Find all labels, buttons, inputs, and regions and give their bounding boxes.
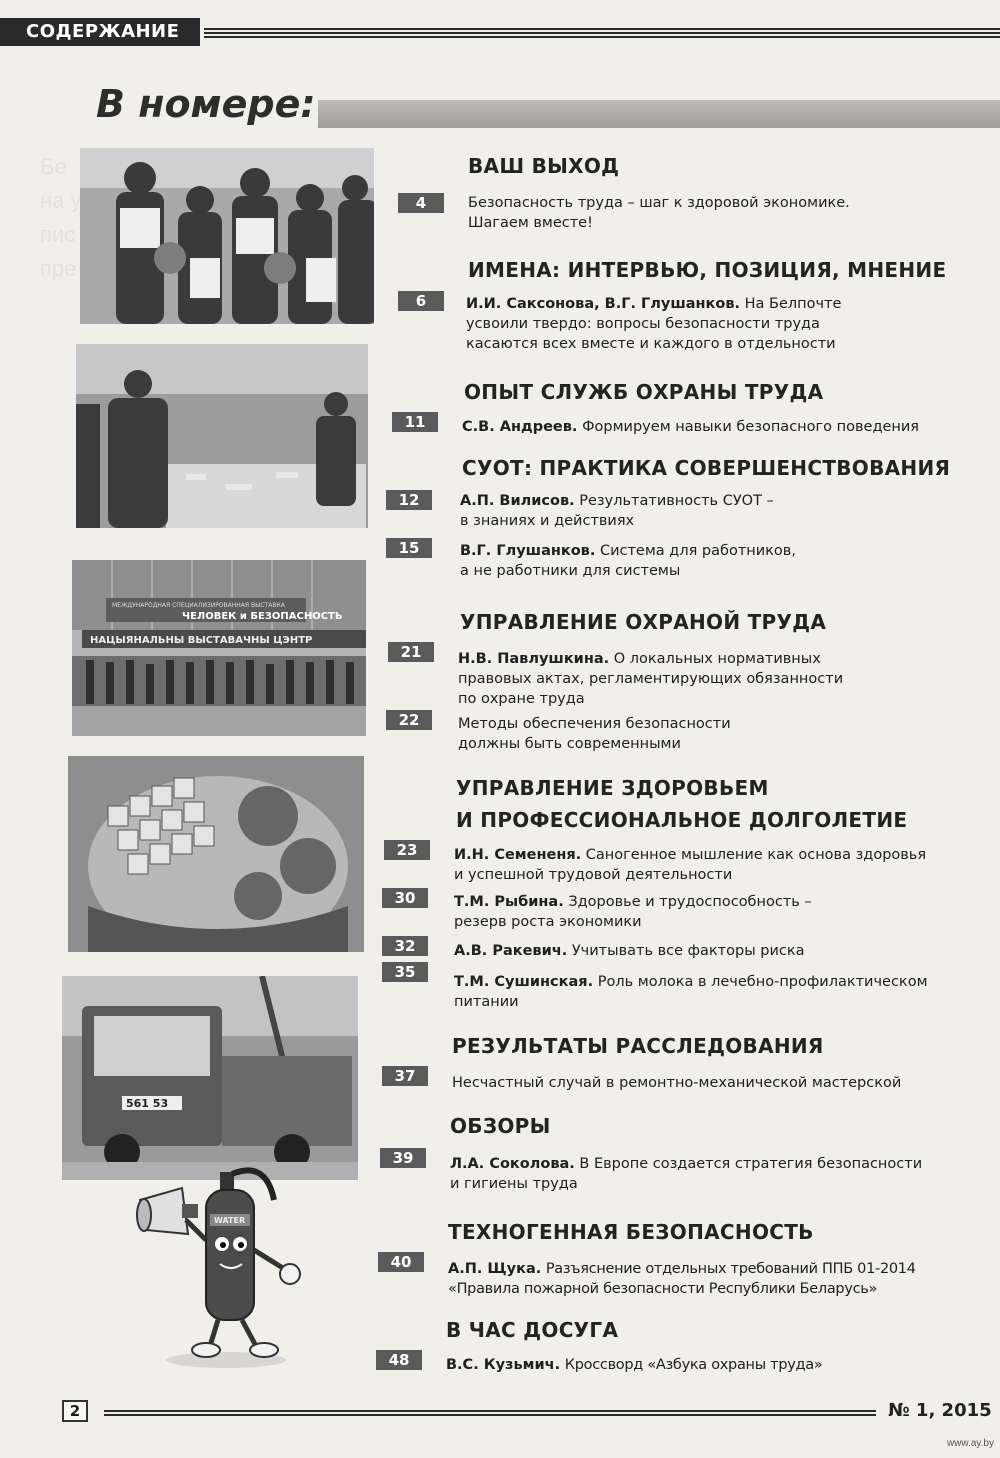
toc-entry[interactable] — [462, 417, 919, 437]
section-title-suot: СУОТ: ПРАКТИКА СОВЕРШЕНСТВОВАНИЯ — [462, 456, 951, 480]
entry-line: питании — [454, 994, 519, 1010]
top-rule — [204, 28, 1000, 40]
watermark: www.ay.by — [946, 1438, 994, 1449]
page-number[interactable]: 22 — [386, 710, 432, 730]
page-number[interactable]: 35 — [382, 962, 428, 982]
toc-entry[interactable] — [460, 491, 774, 531]
toc-entry[interactable] — [454, 941, 805, 961]
entry-author: Н.В. Павлушкина. — [458, 651, 610, 667]
toc-entry[interactable] — [458, 649, 843, 709]
page-number[interactable]: 39 — [380, 1148, 426, 1168]
footer-page-number: 2 — [62, 1400, 88, 1422]
entry-line: правовых актах, регламентирующих обязанности — [458, 671, 844, 687]
page-number[interactable]: 6 — [398, 291, 444, 311]
entry-line: На Белпочте — [744, 296, 842, 312]
entry-author: Т.М. Рыбина. — [454, 894, 564, 910]
entry-line: в знаниях и действиях — [460, 513, 635, 529]
page-number[interactable]: 32 — [382, 936, 428, 956]
entry-author: Л.А. Соколова. — [450, 1156, 575, 1172]
toc-entry[interactable] — [466, 294, 841, 354]
entry-line: Шагаем вместе! — [468, 215, 593, 231]
entry-author: В.С. Кузьмич. — [446, 1357, 561, 1373]
entry-line: О локальных нормативных — [613, 651, 821, 667]
footer-rule — [104, 1410, 876, 1418]
entry-line: Кроссворд «Азбука охраны труда» — [564, 1357, 823, 1373]
entry-author: И.Н. Семененя. — [454, 847, 582, 863]
issue-number: № 1, 2015 — [888, 1400, 992, 1421]
truck-plate: 561 53 — [126, 1097, 169, 1110]
entry-line: усвоили твердо: вопросы безопасности труда — [466, 316, 820, 332]
entry-author: А.В. Ракевич. — [454, 943, 568, 959]
page-number[interactable]: 11 — [392, 412, 438, 432]
page-number[interactable]: 21 — [388, 642, 434, 662]
section-title-vash-vykhod: ВАШ ВЫХОД — [468, 154, 620, 178]
section-title-v-chas-dosuga: В ЧАС ДОСУГА — [446, 1318, 619, 1342]
extinguisher-label: WATER — [214, 1216, 246, 1225]
photo-workshop — [76, 344, 368, 528]
section-title-opyt: ОПЫТ СЛУЖБ ОХРАНЫ ТРУДА — [464, 380, 824, 404]
entry-line: и успешной трудовой деятельности — [454, 867, 733, 883]
page-number[interactable]: 30 — [382, 888, 428, 908]
entry-line: резерв роста экономики — [454, 914, 642, 930]
toc-entry[interactable] — [468, 193, 850, 233]
page-number[interactable]: 23 — [384, 840, 430, 860]
toc-entry[interactable] — [452, 1073, 901, 1093]
entry-line: должны быть современными — [458, 736, 681, 752]
entry-line: Безопасность труда – шаг к здоровой экономике. — [468, 195, 850, 211]
sign-line-2: ЧЕЛОВЕК и БЕЗОПАСНОСТЬ — [182, 611, 343, 622]
entry-line: Здоровье и трудоспособность – — [568, 894, 812, 910]
photo-exhibition-center — [72, 560, 366, 736]
photo-fire-truck — [62, 976, 358, 1180]
page-number[interactable]: 12 — [386, 490, 432, 510]
toc-entry[interactable] — [454, 892, 812, 932]
entry-line: Роль молока в лечебно-профилактическом — [597, 974, 928, 990]
headline-band — [318, 100, 1000, 128]
section-title-tekhnogennaya: ТЕХНОГЕННАЯ БЕЗОПАСНОСТЬ — [448, 1220, 814, 1244]
page-number[interactable]: 15 — [386, 538, 432, 558]
page-headline: В номере: — [96, 82, 316, 126]
sign-line-1: МЕЖДУНАРОДНАЯ СПЕЦИАЛИЗИРОВАННАЯ ВЫСТАВКА — [112, 602, 285, 609]
entry-line: Формируем навыки безопасного поведения — [582, 419, 920, 435]
entry-author: Т.М. Сушинская. — [454, 974, 594, 990]
section-title-imena: ИМЕНА: ИНТЕРВЬЮ, ПОЗИЦИЯ, МНЕНИЕ — [468, 258, 947, 282]
photo-award-ceremony — [80, 148, 374, 324]
entry-line: Разъяснение отдельных требований ППБ 01-2014 — [545, 1261, 916, 1277]
section-title-upravlenie-zdorovem-line2: И ПРОФЕССИОНАЛЬНОЕ ДОЛГОЛЕТИЕ — [456, 808, 908, 832]
entry-line: Саногенное мышление как основа здоровья — [585, 847, 927, 863]
entry-line: Система для работников, — [599, 543, 796, 559]
entry-author: В.Г. Глушанков. — [460, 543, 596, 559]
sign-line-3: НАЦЫЯНАЛЬНЫ ВЫСТАВАЧНЫ ЦЭНТР — [90, 635, 313, 646]
entry-line: по охране труда — [458, 691, 585, 707]
mascot-extinguisher-illustration — [136, 1160, 306, 1370]
entry-line: Результативность СУОТ – — [579, 493, 774, 509]
toc-entry[interactable] — [454, 845, 926, 885]
entry-author: А.П. Щука. — [448, 1261, 542, 1277]
entry-author: С.В. Андреев. — [462, 419, 578, 435]
toc-entry[interactable] — [458, 714, 731, 754]
entry-line: а не работники для системы — [460, 563, 681, 579]
section-tab: СОДЕРЖАНИЕ — [0, 18, 200, 46]
entry-line: и гигиены труда — [450, 1176, 578, 1192]
toc-entry[interactable] — [446, 1355, 822, 1375]
entry-author: И.И. Саксонова, В.Г. Глушанков. — [466, 296, 741, 312]
entry-line: «Правила пожарной безопасности Республики Беларусь» — [448, 1281, 878, 1297]
entry-author: А.П. Вилисов. — [460, 493, 575, 509]
entry-line: Учитывать все факторы риска — [571, 943, 805, 959]
toc-entry[interactable] — [454, 972, 928, 1012]
toc-entry[interactable] — [450, 1154, 922, 1194]
entry-line: В Европе создается стратегия безопасности — [579, 1156, 923, 1172]
photo-brain-illustration — [68, 756, 364, 952]
entry-line: касаются всех вместе и каждого в отдельности — [466, 336, 836, 352]
toc-entry[interactable] — [448, 1259, 916, 1299]
section-title-rezultaty: РЕЗУЛЬТАТЫ РАССЛЕДОВАНИЯ — [452, 1034, 824, 1058]
page-number[interactable]: 37 — [382, 1066, 428, 1086]
entry-line: Методы обеспечения безопасности — [458, 716, 731, 732]
page-number[interactable]: 4 — [398, 193, 444, 213]
section-title-upravlenie-okhranoy: УПРАВЛЕНИЕ ОХРАНОЙ ТРУДА — [460, 610, 827, 634]
entry-line: Несчастный случай в ремонтно-механической мастерской — [452, 1075, 902, 1091]
toc-entry[interactable] — [460, 541, 796, 581]
section-title-obzory: ОБЗОРЫ — [450, 1114, 551, 1138]
page-number[interactable]: 40 — [378, 1252, 424, 1272]
page-number[interactable]: 48 — [376, 1350, 422, 1370]
section-title-upravlenie-zdorovem: УПРАВЛЕНИЕ ЗДОРОВЬЕМ — [456, 776, 769, 800]
